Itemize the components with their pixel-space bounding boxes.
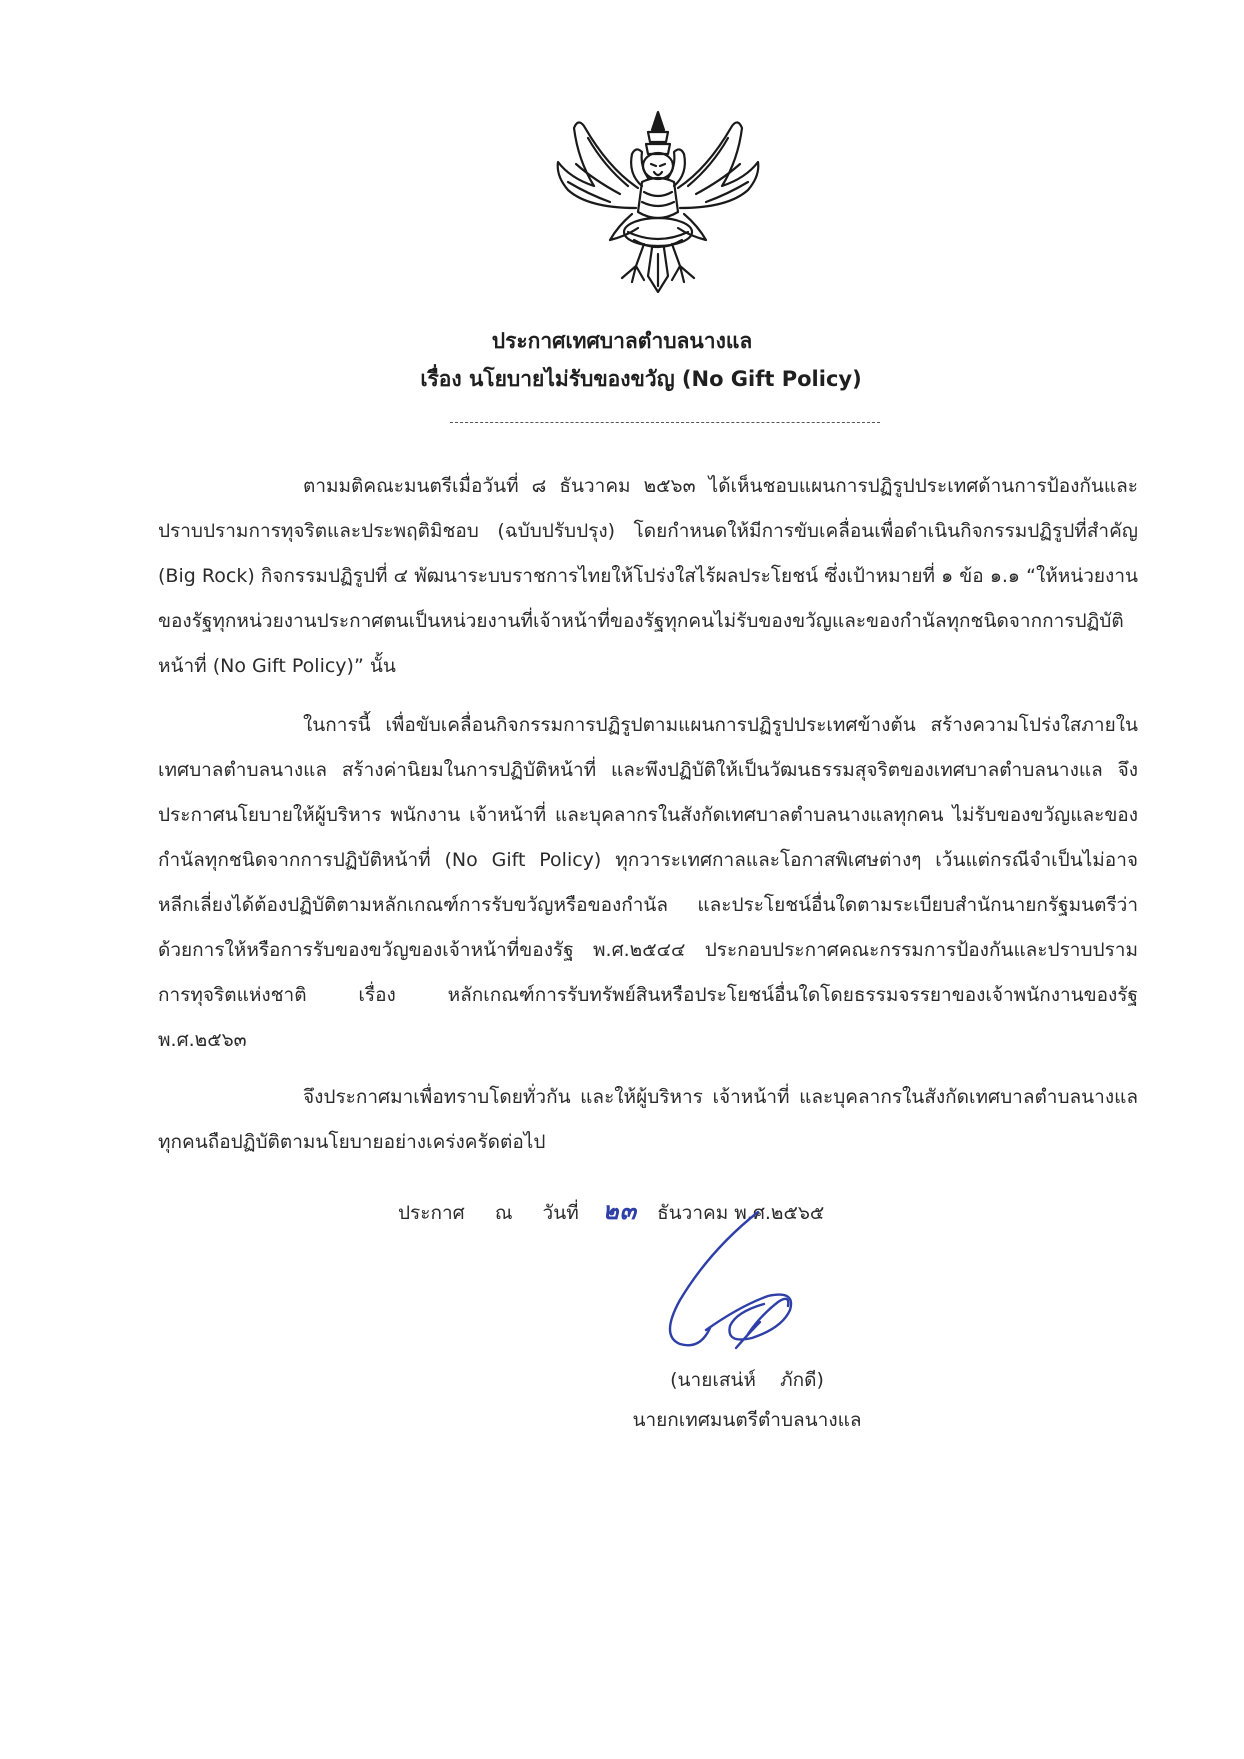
date-at: ณ [494, 1202, 513, 1224]
paragraph-3-text: จึงประกาศมาเพื่อทราบโดยทั่วกัน และให้ผู้บริหาร เจ้าหน้าที่ และบุคลากรในสังกัดเทศบาลตำบลนางแลทุกคนถือปฏิบัติตามนโยบายอย่างเคร่งครัดต่อไป [158, 1086, 1138, 1153]
date-prefix: ประกาศ [398, 1202, 465, 1224]
paragraph-1-text: ตามมติคณะมนตรีเมื่อวันที่ ๘ ธันวาคม ๒๕๖๓ ได้เห็นชอบแผนการปฏิรูปประเทศด้านการป้องกันและปราบปรามการทุจริตและประพฤติมิชอบ (ฉบับปรับปรุง) โดยกำหนดให้มีการขับเคลื่อนเพื่อดำเนินกิจกรรมปฏิรูปที่สำคัญ (Big Rock) กิจกรรมปฏิรูปที่ ๔ พัฒนาระบบราชการไทยให้โปร่งใสไร้ผลประโยชน์ ซึ่งเป้าหมายที่ ๑ ข้อ ๑.๑ “ให้หน่วยงานของรัฐทุกหน่วยงานประกาศตนเป็นหน่วยงานที่เจ้าหน้าที่ของรัฐทุกคนไม่รับของขวัญและของกำนัลทุกชนิดจากการปฏิบัติหน้าที่ (No Gift Policy)” นั้น [158, 475, 1138, 677]
signer-position: นายกเทศมนตรีตำบลนางแล [632, 1409, 862, 1431]
signer-name: (นายเสน่ห์ ภักดี) [670, 1369, 824, 1391]
title-line-1: ประกาศเทศบาลตำบลนางแล [491, 329, 753, 353]
paragraph-2-text: ในการนี้ เพื่อขับเคลื่อนกิจกรรมการปฏิรูปตามแผนการปฏิรูปประเทศข้างต้น สร้างความโปร่งใสภายในเทศบาลตำบลนางแล สร้างค่านิยมในการปฏิบัติหน้าที่ และพึงปฏิบัติให้เป็นวัฒนธรรมสุจริตของเทศบาลตำบลนางแล จึงประกาศนโยบายให้ผู้บริหาร พนักงาน เจ้าหน้าที่ และบุคลากรในสังกัดเทศบาลตำบลนางแลทุกคน ไม่รับของขวัญและของกำนัลทุกชนิดจากการปฏิบัติหน้าที่ (No Gift Policy) ทุกวาระเทศกาลและโอกาสพิเศษต่างๆ เว้นแต่กรณีจำเป็นไม่อาจ หลีกเลี่ยงได้ต้องปฏิบัติตามหลักเกณฑ์การรับขวัญหรือของกำนัล และประโยชน์อื่นใดตามระเบียบสำนักนายกรัฐมนตรีว่าด้วยการให้หรือการรับของขวัญของเจ้าหน้าที่ของรัฐ พ.ศ.๒๕๔๔ ประกอบประกาศคณะกรรมการป้องกันและปราบปรามการทุจริตแห่งชาติ เรื่อง หลักเกณฑ์การรับทรัพย์สินหรือประโยชน์อื่นใดโดยธรรมจรรยาของเจ้าพนักงานของรัฐ พ.ศ.๒๕๖๓ [158, 714, 1138, 1051]
date-day-handwritten: ๒๓ [602, 1197, 638, 1225]
paragraph-3 [158, 1075, 1138, 1165]
announcement-title [0, 322, 1244, 398]
paragraph-2 [158, 703, 1138, 1063]
signature-mark [640, 1210, 880, 1380]
title-line-2: เรื่อง นโยบายไม่รับของขวัญ (No Gift Policy) [420, 367, 862, 391]
paragraph-1 [158, 464, 1138, 689]
title-divider [450, 422, 880, 423]
date-day-label: วันที่ [542, 1202, 579, 1224]
garuda-emblem-icon [548, 108, 768, 298]
date-month-year: ธันวาคม พ.ศ.๒๕๖๕ [657, 1202, 825, 1224]
